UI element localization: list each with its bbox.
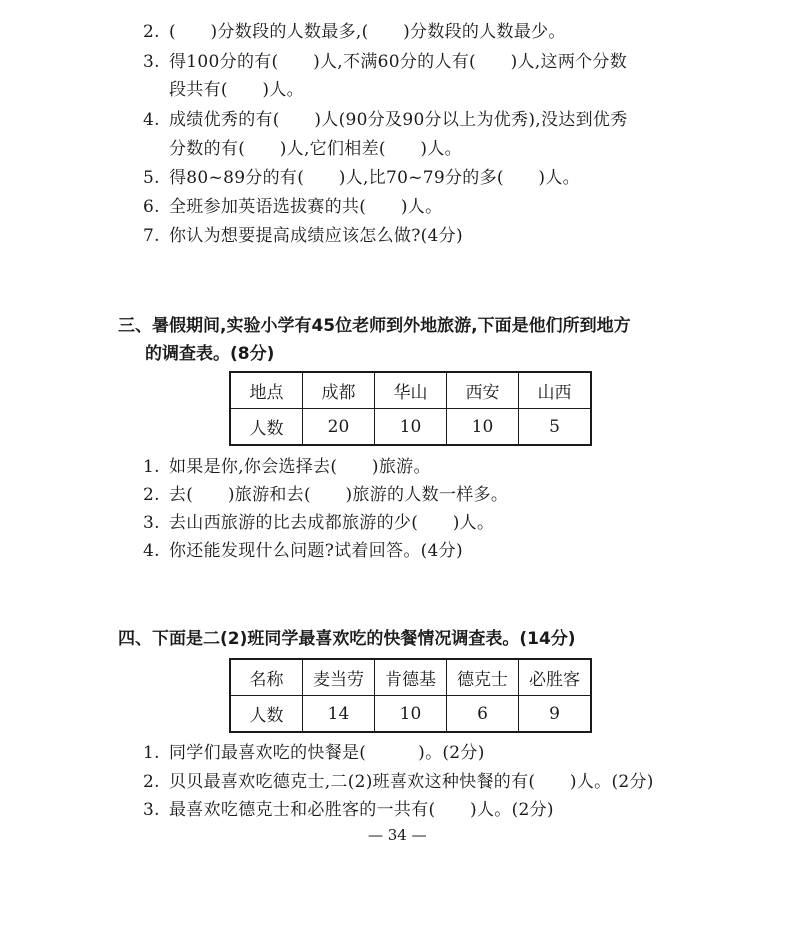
item-text: 最喜欢吃德克士和必胜客的一共有( )人。(2分) [169,800,554,820]
part2-item-4 [143,108,628,132]
section3-item-4 [143,539,463,563]
item-number: 2. [143,485,160,505]
item-text: 分数的有( )人,它们相差( )人。 [169,139,462,159]
table-cell: 肯德基 [375,659,447,696]
item-number: 4. [143,110,160,130]
item-text: 去山西旅游的比去成都旅游的少( )人。 [169,513,495,533]
part2-item-2 [143,20,566,44]
item-text: 你还能发现什么问题?试着回答。(4分) [169,541,463,561]
item-number: 7. [143,226,160,246]
item-text: ( )分数段的人数最多,( )分数段的人数最少。 [169,22,566,42]
table-cell: 西安 [447,372,519,409]
part2-item-6 [143,195,442,219]
section4-heading: 四、下面是二(2)班同学最喜欢吃的快餐情况调查表。(14分) [118,629,576,649]
table-cell: 名称 [230,659,303,696]
item-number: 3. [143,800,160,820]
item-text: 贝贝最喜欢吃德克士,二(2)班喜欢这种快餐的有( )人。(2分) [169,772,654,792]
table-cell: 地点 [230,372,303,409]
part2-item-5 [143,166,580,190]
section4-item-2 [143,770,654,794]
part2-item-3-cont [143,78,304,102]
table-cell: 人数 [230,696,303,733]
item-number: 3. [143,52,160,72]
table-cell: 成都 [303,372,375,409]
item-number: 1. [143,457,160,477]
item-text: 段共有( )人。 [169,80,304,100]
section3-item-1 [143,455,431,479]
table-cell: 人数 [230,409,303,446]
item-text: 成绩优秀的有( )人(90分及90分以上为优秀),没达到优秀 [169,110,628,130]
fastfood-survey-table [229,658,592,733]
table-cell: 9 [519,696,592,733]
table-row [230,409,591,446]
item-text: 同学们最喜欢吃的快餐是( )。(2分) [169,743,485,763]
item-number: 5. [143,168,160,188]
section3-heading: 三、暑假期间,实验小学有45位老师到外地旅游,下面是他们所到地方 [118,316,631,336]
table-cell: 山西 [519,372,592,409]
item-text: 全班参加英语选拔赛的共( )人。 [169,197,443,217]
section3-item-2 [143,483,508,507]
item-number: 2. [143,22,160,42]
table-cell: 德克士 [447,659,519,696]
item-text: 去( )旅游和去( )旅游的人数一样多。 [169,485,509,505]
part2-item-3 [143,50,627,74]
table-cell: 20 [303,409,375,446]
section4-item-3 [143,798,554,822]
item-number: 6. [143,197,160,217]
table-header-row [230,659,591,696]
item-number: 3. [143,513,160,533]
part2-item-4-cont [143,137,462,161]
section3-item-3 [143,511,494,535]
part2-item-7 [143,224,463,248]
table-cell: 6 [447,696,519,733]
section3-heading-cont: 的调查表。(8分) [145,344,275,364]
item-number: 2. [143,772,160,792]
item-text: 得100分的有( )人,不满60分的人有( )人,这两个分数 [169,52,628,72]
table-cell: 必胜客 [519,659,592,696]
item-text: 你认为想要提高成绩应该怎么做?(4分) [169,226,463,246]
item-text: 得80~89分的有( )人,比70~79分的多( )人。 [169,168,580,188]
item-number: 4. [143,541,160,561]
table-cell: 华山 [375,372,447,409]
table-cell: 10 [447,409,519,446]
item-text: 如果是你,你会选择去( )旅游。 [169,457,431,477]
item-number: 1. [143,743,160,763]
table-cell: 5 [519,409,592,446]
section4-item-1 [143,741,485,765]
table-row [230,696,591,733]
table-header-row [230,372,591,409]
page-number: — 34 — [368,826,427,844]
travel-survey-table [229,371,592,446]
table-cell: 14 [303,696,375,733]
table-cell: 10 [375,409,447,446]
table-cell: 10 [375,696,447,733]
table-cell: 麦当劳 [303,659,375,696]
